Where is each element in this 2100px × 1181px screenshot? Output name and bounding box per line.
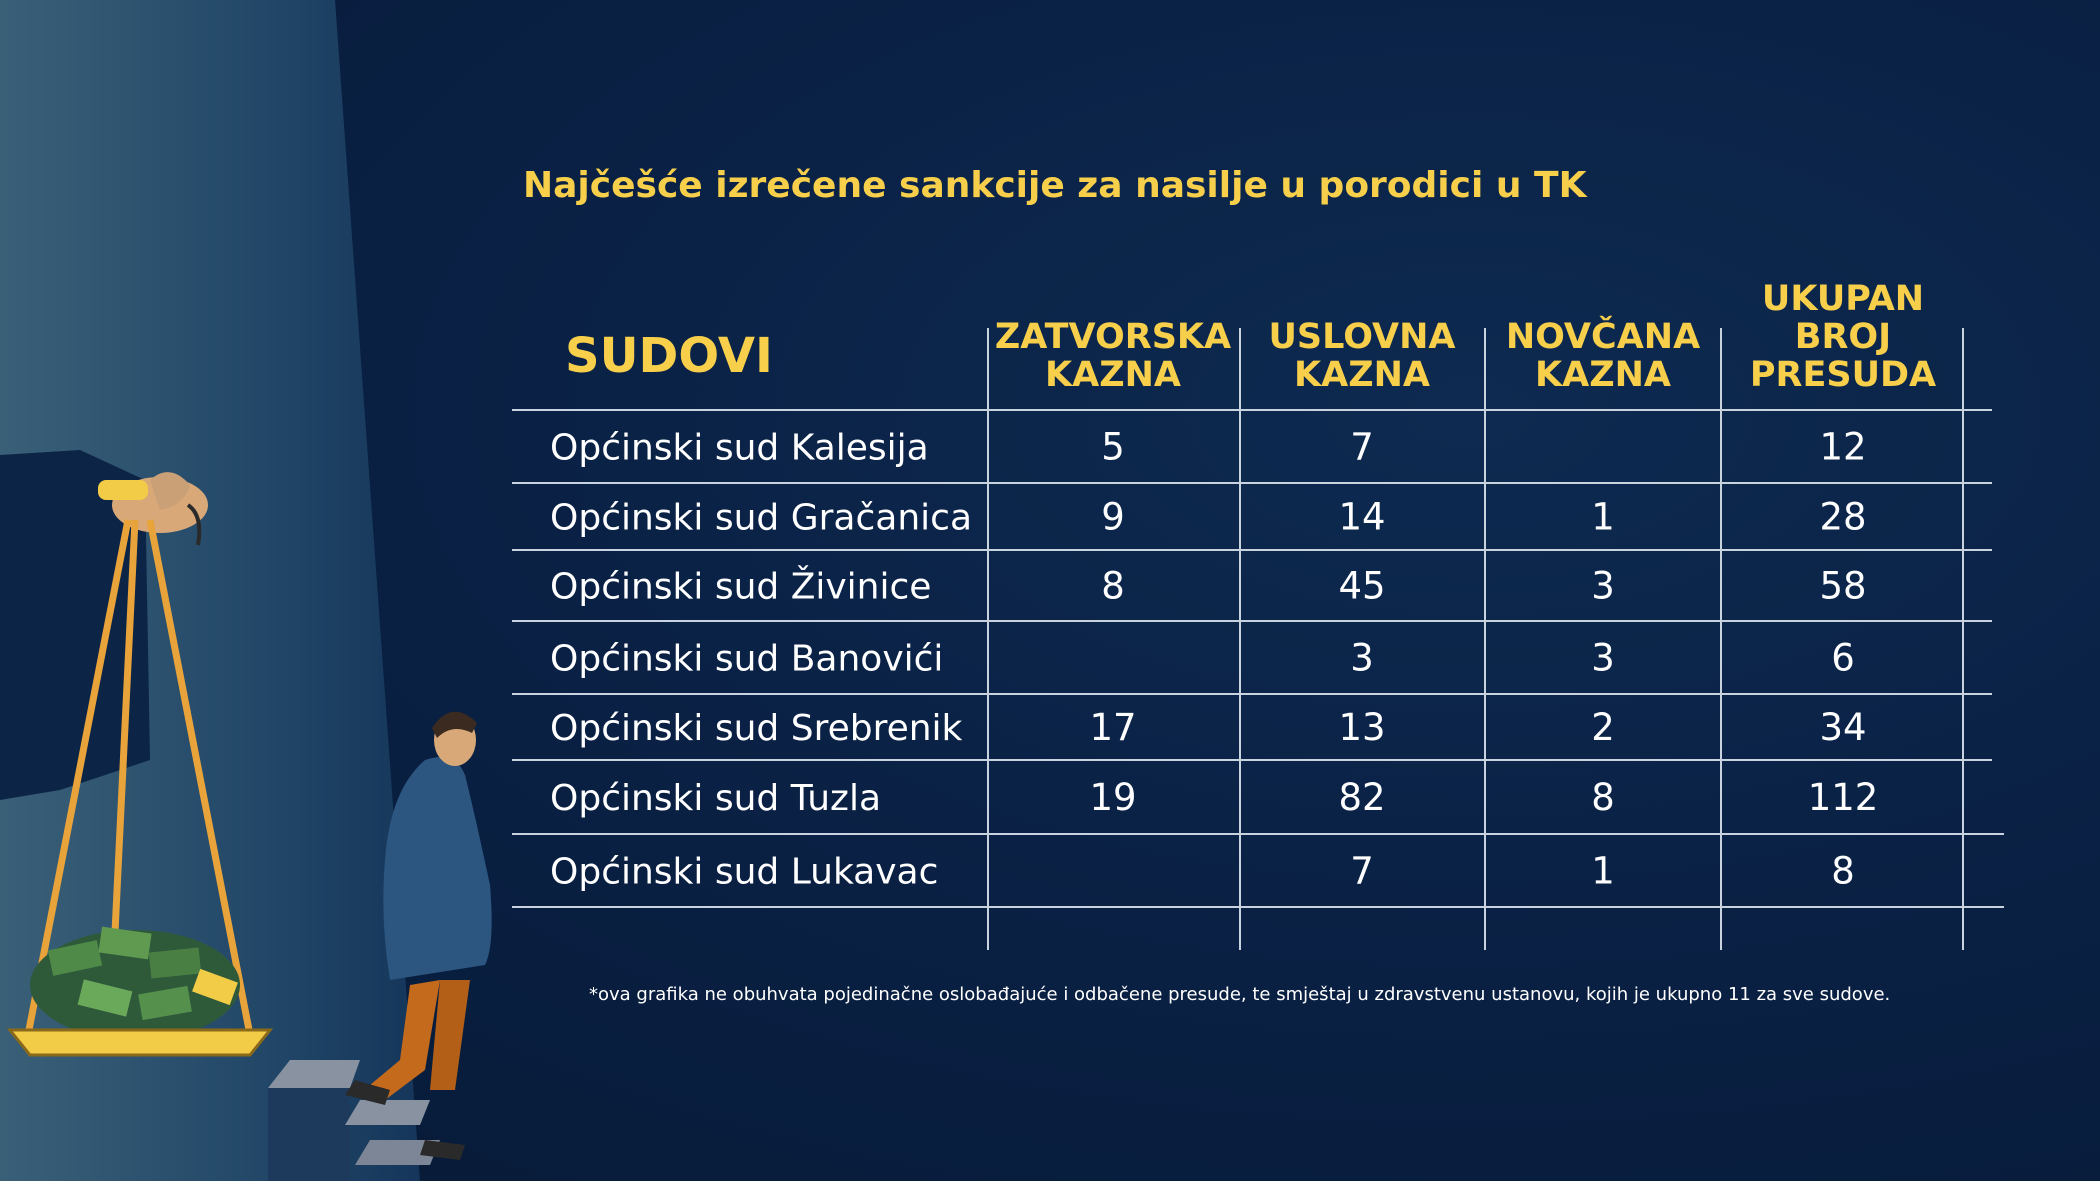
data-cell: 8	[1591, 776, 1615, 819]
column-header: KAZNA	[1045, 355, 1181, 395]
column-header: NOVČANA	[1505, 317, 1701, 357]
data-cell: 9	[1101, 495, 1125, 539]
data-cell: 34	[1819, 706, 1867, 749]
column-header: UKUPAN	[1761, 279, 1925, 319]
row-label: Općinski sud Srebrenik	[550, 708, 963, 749]
data-cell: 6	[1831, 636, 1855, 680]
data-cell: 3	[1591, 636, 1615, 680]
data-cell: 5	[1101, 425, 1125, 469]
row-header-label: SUDOVI	[565, 328, 773, 384]
data-cell: 3	[1591, 564, 1615, 608]
data-cell: 17	[1089, 706, 1137, 749]
data-cell: 45	[1338, 564, 1386, 608]
data-cell: 3	[1350, 636, 1374, 680]
column-header: KAZNA	[1535, 355, 1671, 395]
row-label: Općinski sud Banovići	[550, 638, 944, 680]
data-cell: 13	[1338, 706, 1386, 749]
data-cell: 1	[1591, 495, 1615, 539]
data-cell: 112	[1807, 776, 1879, 819]
data-cell: 28	[1819, 495, 1867, 539]
column-headers	[995, 279, 1936, 395]
row-label: Općinski sud Kalesija	[550, 427, 929, 469]
table-body	[550, 426, 1878, 893]
data-cell: 8	[1101, 564, 1125, 608]
data-cell: 2	[1591, 706, 1615, 749]
footnote: *ova grafika ne obuhvata pojedinačne oslobađajuće i odbačene presude, te smještaj u zdravstvenu ustanovu, kojih je ukupno 11 za sve sudove.	[589, 984, 1891, 1005]
row-label: Općinski sud Živinice	[550, 566, 932, 608]
column-header: PRESUDA	[1749, 355, 1937, 395]
data-cell: 82	[1338, 776, 1386, 819]
data-cell: 7	[1350, 425, 1374, 469]
data-cell: 19	[1089, 776, 1137, 819]
data-cell: 14	[1338, 495, 1386, 539]
column-header: ZATVORSKA	[994, 317, 1232, 357]
row-label: Općinski sud Tuzla	[550, 778, 882, 819]
data-cell: 58	[1819, 564, 1867, 608]
row-label: Općinski sud Gračanica	[550, 497, 972, 539]
data-cell: 1	[1591, 849, 1615, 893]
data-cell: 7	[1350, 849, 1374, 893]
chart-title: Najčešće izrečene sankcije za nasilje u porodici u TK	[523, 165, 1587, 206]
column-header: USLOVNA	[1268, 317, 1456, 357]
data-cell: 12	[1819, 425, 1867, 469]
column-header: KAZNA	[1294, 355, 1430, 395]
column-header: BROJ	[1794, 317, 1892, 357]
row-label: Općinski sud Lukavac	[550, 851, 939, 893]
data-cell: 8	[1831, 849, 1855, 893]
